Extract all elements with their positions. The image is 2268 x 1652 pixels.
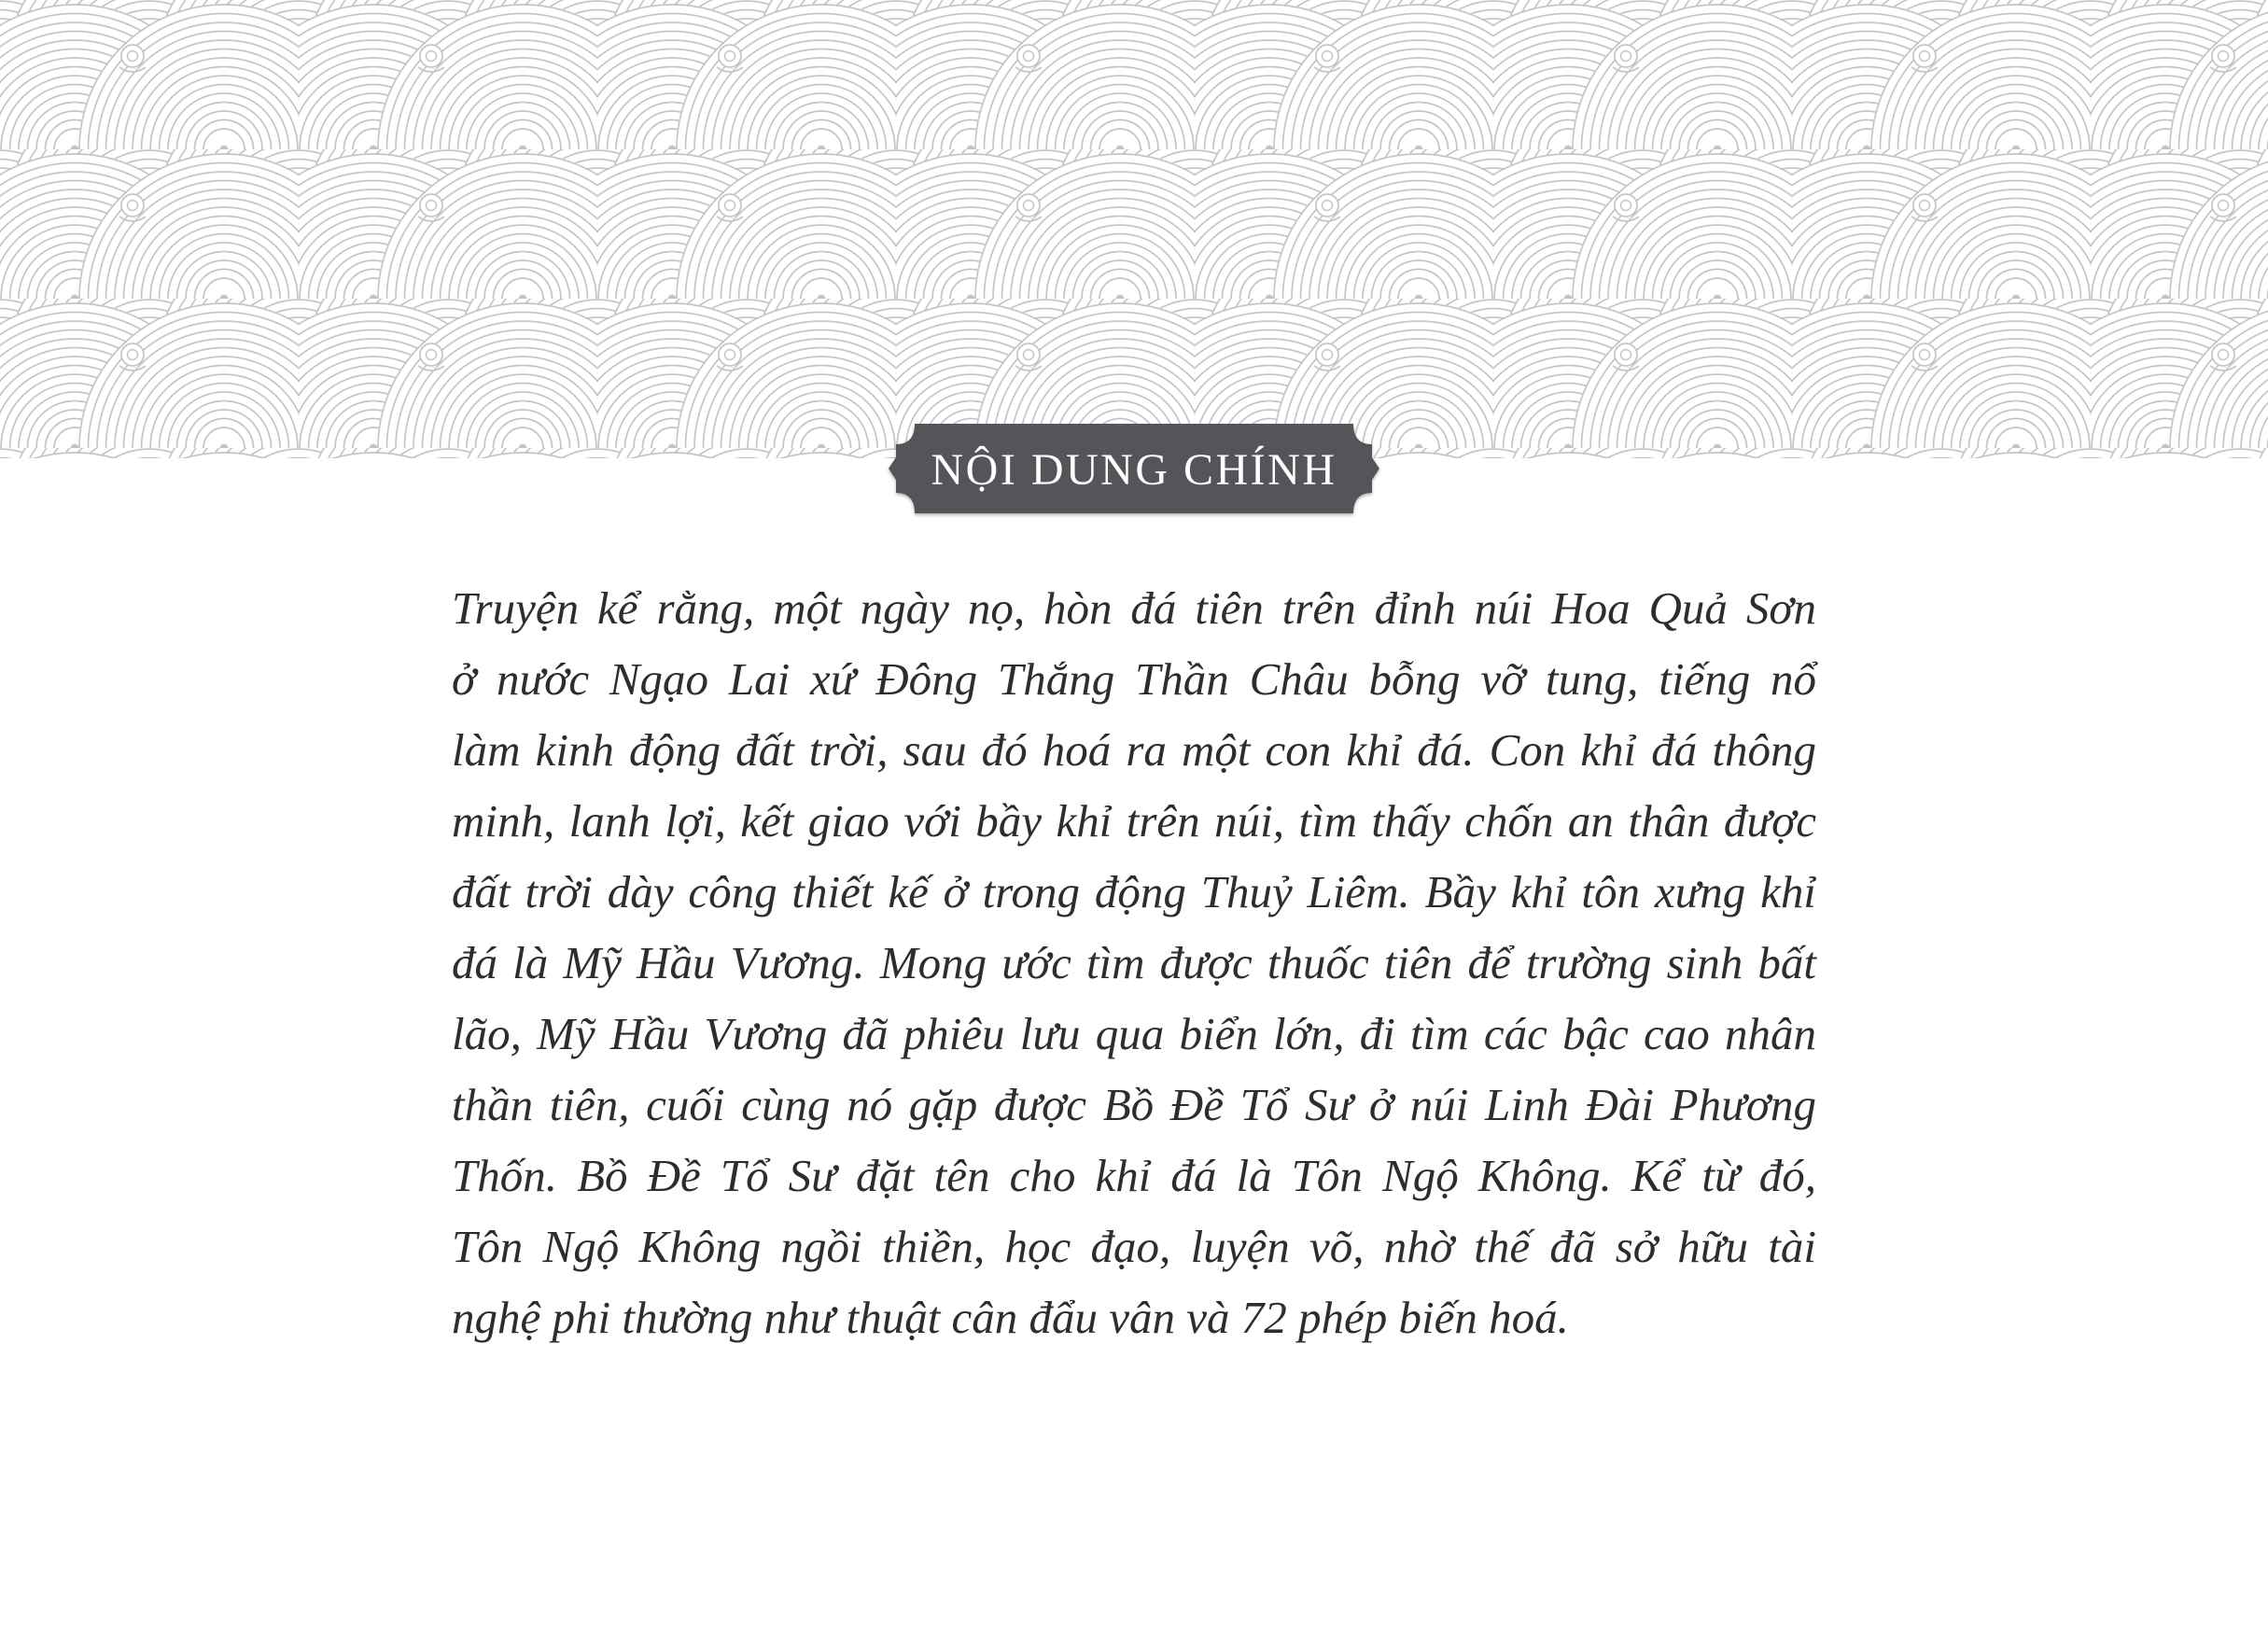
story-line: đá là Mỹ Hầu Vương. Mong ước tìm được thuốc tiên để trường sinh bất [452,937,1816,988]
story-paragraph [452,573,1816,1353]
section-banner [888,420,1380,517]
section-title: NỘI DUNG CHÍNH [931,445,1337,495]
story-line: thần tiên, cuối cùng nó gặp được Bồ Đề Tổ Sư ở núi Linh Đài Phương [452,1079,1816,1130]
story-line: làm kinh động đất trời, sau đó hoá ra một con khỉ đá. Con khỉ đá thông [452,724,1816,776]
wave-pattern [0,0,2268,458]
story-line: Truyện kể rằng, một ngày nọ, hòn đá tiên trên đỉnh núi Hoa Quả Sơn [452,582,1816,634]
story-line: Thốn. Bồ Đề Tổ Sư đặt tên cho khỉ đá là Tôn Ngộ Không. Kể từ đó, [452,1150,1816,1201]
story-line: đất trời dày công thiết kế ở trong động Thuỷ Liêm. Bầy khỉ tôn xưng khỉ [452,866,1816,917]
story-line: ở nước Ngạo Lai xứ Đông Thắng Thần Châu bỗng vỡ tung, tiếng nổ [452,653,1816,705]
story-line: lão, Mỹ Hầu Vương đã phiêu lưu qua biển lớn, đi tìm các bậc cao nhân [452,1008,1816,1059]
story-line: Tôn Ngộ Không ngồi thiền, học đạo, luyện võ, nhờ thế đã sở hữu tài [452,1221,1816,1272]
story-line: nghệ phi thường như thuật cân đẩu vân và 72 phép biến hoá. [452,1292,1569,1343]
wave-pattern-band [0,0,2268,458]
story-line: minh, lanh lợi, kết giao với bầy khỉ trên núi, tìm thấy chốn an thân được [452,795,1816,847]
